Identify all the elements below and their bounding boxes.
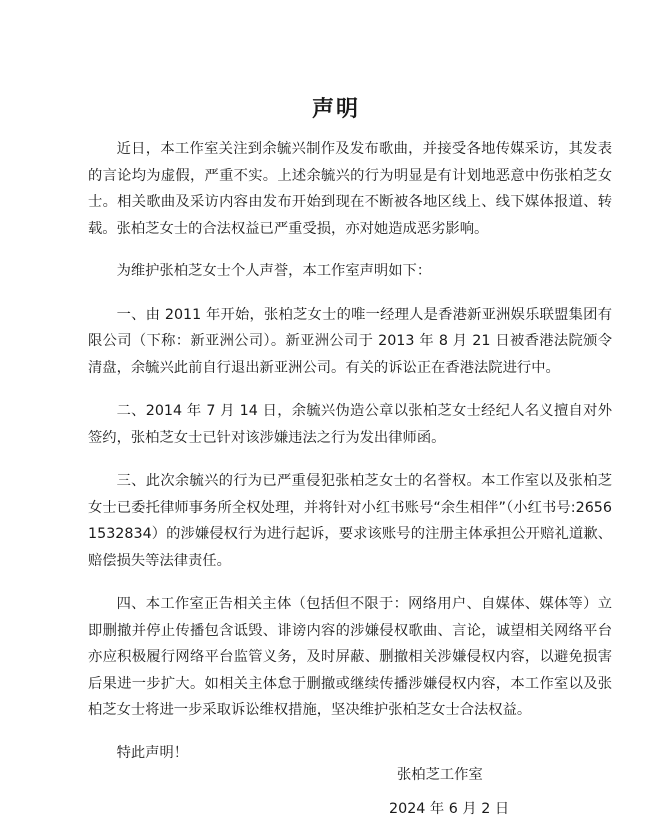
signature-date: 2024 年 6 月 2 日 <box>389 801 510 817</box>
paragraph-closing: 特此声明！ <box>116 744 189 761</box>
document-title: 声明 <box>311 97 360 122</box>
paragraph-point-four: 四、本工作室正告相关主体（包括但不限于：网络用户、自媒体、媒体等）立即删撤并停止传播包含诋毁、诽谤内容的涉嫌侵权歌曲、言论，诚望相关网络平台亦应积极履行网络平台监管义务，及时屏蔽、删撤相关涉嫌侵权内容，以避免损害后果进一步扩大。如相关主体怠于删撤或继续传播涉嫌侵权内容，本工作室以及张柏芝女士将进一步采取诉讼维权措施，坚决维护张柏芝女士合法权益。 <box>88 596 612 718</box>
signature: 张柏芝工作室 <box>397 767 483 783</box>
paragraph-point-two: 二、2014 年 7 月 14 日，余毓兴伪造公章以张柏芝女士经纪人名义擅自对外签约，张柏芝女士已针对该涉嫌违法之行为发出律师函。 <box>88 403 612 446</box>
paragraph-point-one: 一、由 2011 年开始，张柏芝女士的唯一经理人是香港新亚洲娱乐联盟集团有限公司（下称：新亚洲公司）。新亚洲公司于 2013 年 8 月 21 日被香港法院颁令清盘，余毓兴此前自行退出新亚洲公司。有关的诉讼正在香港法院进行中。 <box>88 306 612 376</box>
paragraph-point-three: 三、此次余毓兴的行为已严重侵犯张柏芝女士的名誉权。本工作室以及张柏芝女士已委托律师事务所全权处理，并将针对小红书账号“余生相伴”（小红书号:2656153283​4）的涉嫌侵权行为进行起诉，要求该账号的注册主体承担公开赔礼道歉、赔偿损失等法律责任。 <box>88 473 612 569</box>
paragraph-intro: 近日，本工作室关注到余毓兴制作及发布歌曲，并接受各地传媒采访，其发表的言论均为虚假，严重不实。上述余毓兴的行为明显是有计划地恶意中伤张柏芝女士。相关歌曲及采访内容由发布开始到现在不断被各地区线上、线下媒体报道、转载。张柏芝女士的合法权益已严重受损，亦对她造成恶劣影响。 <box>88 141 612 237</box>
paragraph-declaration-lead: 为维护张柏芝女士个人声誉，本工作室声明如下： <box>116 263 432 279</box>
